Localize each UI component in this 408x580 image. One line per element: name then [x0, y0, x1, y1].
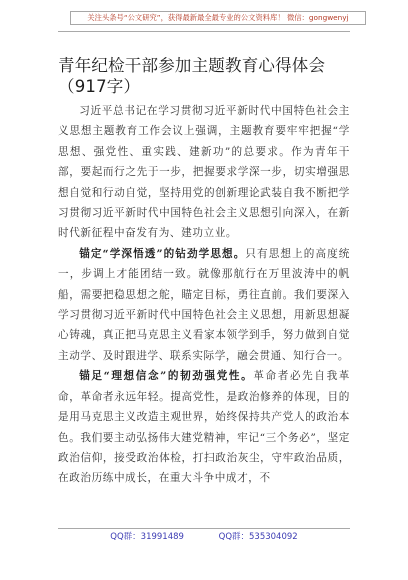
page-title: 青年纪检干部参加主题教育心得体会（917字） — [58, 56, 326, 96]
header-banner: 关注头条号“公文研究”，获得最新最全最专业的公文资料库！ 微信：gongwenyj — [70, 11, 366, 25]
paragraph — [58, 101, 350, 244]
paragraph-text: 只有思想上的高度统一，步调上才能团结一致。就像那航行在万里波涛中的帆船，需要把稳思想之舵，瞄定目标，勇往直前。我们要深入学习贯彻习近平新时代中国特色社会主义思想，用新思想凝心铸魂，真正把马克思主义看家本领学到手，努力做到自觉主动学、及时跟进学、联系实际学，融会贯通、知行合一。 — [58, 247, 350, 362]
document-body — [58, 101, 350, 489]
header-rule — [58, 31, 350, 32]
paragraph-text: 习近平总书记在学习贯彻习近平新时代中国特色社会主义思想主题教育工作会议上强调，主题教育要牢牢把握“学思想、强党性、重实践、建新功”的总要求。作为青年干部，要起而行之先于一步，把握要求学深一步，切实增强思想自觉和行动自觉，坚持用党的创新理论武装自我不断把学习贯彻习近平新时代中国特色社会主义思想引向深入，在新时代新征程中奋发有为、建功立业。 — [58, 105, 350, 240]
paragraph — [58, 244, 350, 366]
paragraph — [58, 366, 350, 488]
paragraph-lead: 锚定“学深悟透”的钻劲学思想。 — [79, 247, 246, 260]
paragraph-lead: 锚足“理想信念”的韧劲强党性。 — [79, 370, 254, 383]
footer-qq-group-1: QQ群：31991489 — [110, 532, 184, 542]
footer-qq-group-2: QQ群：535304092 — [218, 532, 298, 542]
footer — [0, 531, 408, 543]
footer-rule — [58, 528, 350, 529]
paragraph-text: 革命者必先自我革命，革命者永远年轻。提高党性，是政治修养的体现，目的是用马克思主义改造主观世界，始终保持共产党人的政治本色。我们要主动弘扬伟大建党精神，牢记“三个务必”，坚定政治信仰，接受政治体检，打扫政治灰尘，守牢政治品质，在政治历练中成长，在重大斗争中成才，不 — [58, 370, 350, 485]
